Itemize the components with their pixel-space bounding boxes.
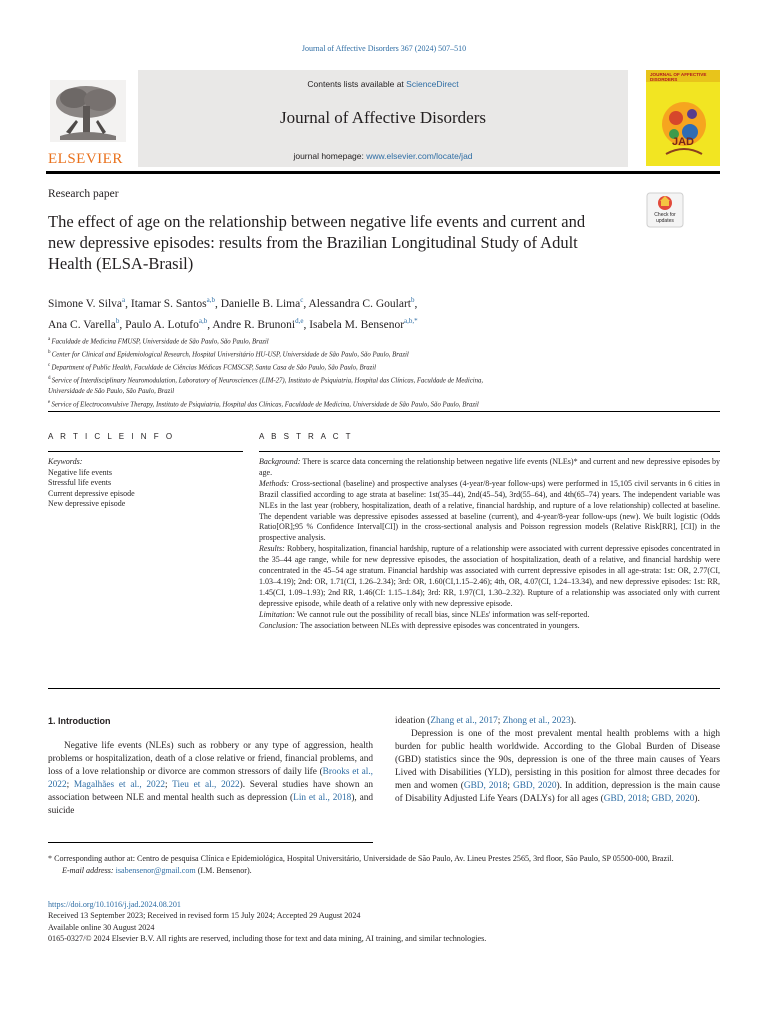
- contents-line: [138, 79, 628, 89]
- abstract-label: Limitation:: [259, 609, 296, 619]
- paragraph-text: ;: [507, 781, 513, 792]
- keywords-block: [48, 457, 243, 510]
- citation-link[interactable]: GBD, 2018: [463, 781, 508, 792]
- abstract-text: The association between NLEs with depressive episodes was concentrated in youngers.: [298, 620, 580, 630]
- affiliation-text: Service of Electroconvulsive Therapy, Instituto de Psiquiatria, Hospital das Clínicas, Faculdade de Medicina, Universidade de São Paulo, São Paulo, Brazil: [51, 401, 479, 409]
- author-name: Itamar S. Santos: [130, 297, 207, 310]
- introduction-paragraph-1: [48, 740, 373, 818]
- keyword-item: New depressive episode: [48, 499, 126, 508]
- affiliation-text: Universidade de São Paulo, São Paulo, Brazil: [48, 388, 175, 396]
- email-line: [48, 865, 720, 877]
- cover-title: JOURNAL OF AFFECTIVE DISORDERS: [650, 72, 707, 82]
- keyword-item: Negative life events: [48, 467, 112, 477]
- affiliation-text: Service of Interdisciplinary Neuromodulation, Laboratory of Neurosciences (LIM-27), Instituto de Psiquiatria, Hospital das Clínicas, Faculdade de Medicina,: [51, 377, 484, 385]
- author-separator: ,: [303, 297, 309, 310]
- author-name: Andre R. Brunoni: [212, 318, 296, 331]
- author-separator: ,: [125, 297, 131, 310]
- author-name: Isabela M. Bensenor: [309, 318, 405, 331]
- paragraph-text: Depression is one of the most prevalent mental health problems with a high burden for public health worldwide. According to the Global Burden of Disease (GBD) statistics since the 90s, depression is one of the three main causes of Years Lived with Disabilities (YLD), persisting in this position for almost three decades for men and women (: [395, 729, 720, 792]
- affiliations-list: [48, 335, 728, 411]
- paragraph-text: ;: [646, 794, 652, 805]
- abstract-label: Results:: [259, 544, 285, 554]
- journal-cover[interactable]: [646, 70, 720, 166]
- email-suffix: (I.M. Bensenor).: [195, 865, 252, 875]
- elsevier-logo: [46, 76, 130, 166]
- paragraph-text: Negative life events (NLEs) such as robbery or any type of aggression, health problems or hospitalization, death of a close relative or friend, financial problems, and loss of a love relationship or divorce are common stressors of daily life (: [48, 741, 373, 778]
- abstract-rule: [259, 451, 720, 452]
- publisher-wordmark: ELSEVIER: [48, 151, 123, 167]
- affiliation-item: [48, 361, 728, 374]
- homepage-line: [138, 151, 628, 161]
- sciencedirect-link[interactable]: ScienceDirect: [406, 79, 459, 89]
- abstract-methods: [259, 479, 720, 544]
- journal-masthead: [46, 70, 628, 167]
- citation-link[interactable]: Zhang et al., 2017: [430, 716, 498, 726]
- article-type: Research paper: [48, 188, 119, 200]
- copyright: 0165-0327/© 2024 Elsevier B.V. All rights are reserved, including those for text and data mining, AI training, and similar technologies.: [48, 933, 487, 943]
- abstract-body: [259, 457, 720, 632]
- affiliation-key: e: [48, 400, 52, 406]
- keyword-item: Current depressive episode: [48, 488, 135, 498]
- paragraph-text: ).: [694, 794, 700, 805]
- affiliation-text: Center for Clinical and Epidemiological Research, Hospital Universitário HU-USP, Universidade de São Paulo, São Paulo, Brazil: [51, 351, 409, 359]
- email-link[interactable]: isabensenor@gmail.com: [115, 865, 196, 875]
- keyword-item: Stressful life events: [48, 478, 112, 487]
- author-separator: ,: [303, 318, 310, 331]
- body-column-left: [48, 715, 373, 818]
- body-column-right: [395, 715, 720, 806]
- author-name: Paulo A. Lotufo: [125, 318, 199, 331]
- author-affiliation-marker[interactable]: b: [115, 316, 120, 325]
- abstract-label: Background:: [259, 457, 301, 466]
- author-affiliation-marker[interactable]: a: [122, 296, 126, 304]
- abstract-conclusion: [259, 621, 720, 632]
- paragraph-text: ), and suicide: [48, 793, 374, 817]
- section-rule: [48, 688, 720, 689]
- author-affiliation-marker[interactable]: a,b: [198, 316, 208, 325]
- citation-link[interactable]: GBD, 2018: [603, 794, 647, 805]
- check-for-updates-badge[interactable]: [646, 192, 684, 228]
- abstract-background: [259, 457, 720, 479]
- footnote-rule: [48, 842, 373, 843]
- authors-line: [48, 292, 728, 334]
- author-name: Simone V. Silva: [48, 297, 123, 310]
- abstract-heading: A B S T R A C T: [259, 432, 353, 441]
- paragraph-text: ;: [165, 780, 173, 791]
- corresponding-author-footnote: [48, 853, 720, 876]
- abstract-results: [259, 544, 720, 609]
- citation-link[interactable]: Brooks et al., 2022: [48, 767, 373, 791]
- affiliation-text: Department of Public Health, Faculdade de Ciências Médicas FCMSCSP, Santa Casa de São Paulo, São Paulo, Brazil: [51, 364, 377, 372]
- author-name: Ana C. Varella: [48, 318, 116, 331]
- paragraph-text: ).: [570, 716, 577, 726]
- paragraph-text: ;: [497, 716, 503, 726]
- paragraph-text: ;: [66, 780, 74, 791]
- paragraph-text: ). Several studies have shown an association between NLE and mental health such as depression (: [48, 780, 373, 804]
- doi-link[interactable]: https://doi.org/10.1016/j.jad.2024.08.201: [48, 900, 181, 909]
- affiliation-key: a: [48, 337, 52, 342]
- abstract-text: Cross-sectional (baseline) and prospective analyses (4-year/8-year follow-ups) were performed in 15,105 civil servants in 6 cities in Brazil classified according to age strata at baseline: 1st(35–44), 2nd(45–54), 3rd(55–64), and 4th(65–74) years. The independent variable was NLEs in the last year (robbery, hospitalization, death of a relative, financial hardship, and rupture of a love relationship) collected at baseline. The dependent variable was depressive episodes assessed at baseline (current), and 4-year/8-year follow-ups (new). We built logistic (Odds Ratio[OR];95 % Confidence Interval[CI]) in the cross-sectional analysis and Poisson regression models (Relative Risk[RR], [CI]) in the prospective analysis.: [259, 478, 720, 543]
- email-label: E-mail address:: [62, 865, 116, 875]
- contents-prefix: Contents lists available at: [307, 79, 407, 89]
- author-separator: ,: [214, 297, 221, 310]
- author-affiliation-marker[interactable]: c: [300, 296, 304, 304]
- check-updates-label: Check for updates: [654, 212, 676, 224]
- cover-image-icon: [646, 70, 720, 166]
- affiliation-key: b: [48, 350, 52, 356]
- author-affiliation-marker[interactable]: a,b: [206, 296, 215, 304]
- citation-link[interactable]: Lin et al., 2018: [293, 793, 352, 804]
- article-info-rule: [48, 451, 243, 452]
- journal-name: Journal of Affective Disorders: [280, 108, 486, 127]
- masthead-band: [138, 70, 628, 167]
- cover-initials: JAD: [672, 136, 695, 148]
- citation-link[interactable]: Zhong et al., 2023: [502, 716, 571, 726]
- article-info-heading: A R T I C L E I N F O: [48, 432, 175, 441]
- homepage-prefix: journal homepage:: [293, 151, 367, 161]
- affiliation-item: [48, 374, 728, 387]
- abstract-text: There is scarce data concerning the relationship between negative life events (NLEs)* and current and new depressive episodes by age.: [259, 457, 720, 477]
- paragraph-text: ). In addition, depression is the main cause of Disability Adjusted Life Years (DALYs) for all ages (: [395, 781, 720, 805]
- received-dates: Received 13 September 2023; Received in revised form 15 July 2024; Accepted 29 August 2024: [48, 911, 361, 921]
- citation-link[interactable]: GBD, 2020: [513, 781, 557, 792]
- author-separator: ,: [207, 318, 213, 331]
- running-head[interactable]: Journal of Affective Disorders 367 (2024) 507–510: [301, 44, 467, 53]
- affiliation-text: Faculdade de Medicina FMUSP, Universidade de São Paulo, São Paulo, Brazil: [51, 338, 269, 346]
- keywords-label: Keywords:: [48, 457, 83, 466]
- abstract-limitation: [259, 610, 720, 621]
- abstract-text: We cannot rule out the possibility of recall bias, since NLEs' information was self-reported.: [295, 609, 590, 619]
- author-affiliation-marker[interactable]: b: [411, 296, 415, 304]
- introduction-paragraph-2: [395, 728, 720, 806]
- affiliation-item: [48, 398, 728, 411]
- homepage-link[interactable]: www.elsevier.com/locate/jad: [366, 151, 473, 161]
- article-footer: [48, 899, 720, 944]
- affiliations: [48, 335, 728, 411]
- author-separator: ,: [414, 297, 418, 310]
- article-title: The effect of age on the relationship between negative life events and current and new depressive episodes: results from the Brazilian Longitudinal Study of Adult Health (ELSA-Brasil): [48, 212, 586, 273]
- author-affiliation-marker[interactable]: d,e: [295, 316, 304, 325]
- author-name: Danielle B. Lima: [220, 297, 301, 310]
- author-affiliation-marker[interactable]: a,b,*: [404, 316, 418, 325]
- paragraph-text: ideation (: [395, 716, 431, 726]
- abstract-label: Methods:: [259, 478, 290, 488]
- affiliation-item: [48, 335, 728, 348]
- citation-link[interactable]: GBD, 2020: [651, 794, 695, 805]
- introduction-paragraph-1-continued: [395, 715, 720, 728]
- abstract-text: Robbery, hospitalization, financial hardship, rupture of a relationship were associated with current depressive episodes concentrated in the 35–44 age range, while for new depressive episodes, the association of hospitalization, death of a relative, and financial hardship were concentrated in the 45–54 age stratum. Financial hardship was associated with current depressive episodes in all age-strata: 1st: OR, 2.77(CI, 1.03–4.19); 2nd: OR, 1.71(CI, 1.26–2.34); 3rd: OR, 1.60(CI,1.15–2.46); 4th, OR, 4.07(CI, 1.24–13.34), and new depressive episodes: 1st: RR, 1.45(CI, 1.09–1.93); 2nd RR, 1.46(CI: 1.15–1.84); 3rd: RR, 1.97(CI, 1.30–2.32). Rupture of a relationship was associated only with current depressive episode, while death of a relative only with new depressive episode.: [259, 544, 720, 608]
- affiliation-key: c: [48, 363, 52, 369]
- affiliation-item: [48, 387, 728, 398]
- author-name: Alessandra C. Goulart: [308, 297, 411, 310]
- masthead-rule: [46, 171, 720, 174]
- corresponding-author: * Corresponding author at: Centro de pesquisa Clínica e Epidemiológica, Hospital Universitário, Universidade de São Paulo, Av. Lineu Prestes 2565, 3rd floor, São Paulo, SP 05500-000, Brazil.: [48, 854, 674, 863]
- citation-link[interactable]: Magalhães et al., 2022: [73, 780, 165, 791]
- introduction-heading: 1. Introduction: [48, 716, 111, 726]
- citation-link[interactable]: Tieu et al., 2022: [172, 780, 240, 791]
- online-date: Available online 30 August 2024: [48, 922, 155, 932]
- author-list: [48, 292, 728, 334]
- affiliation-key: d: [48, 376, 52, 382]
- author-separator: ,: [119, 318, 126, 331]
- affiliation-item: [48, 348, 728, 361]
- section-rule: [48, 411, 720, 412]
- abstract-label: Conclusion:: [259, 620, 299, 630]
